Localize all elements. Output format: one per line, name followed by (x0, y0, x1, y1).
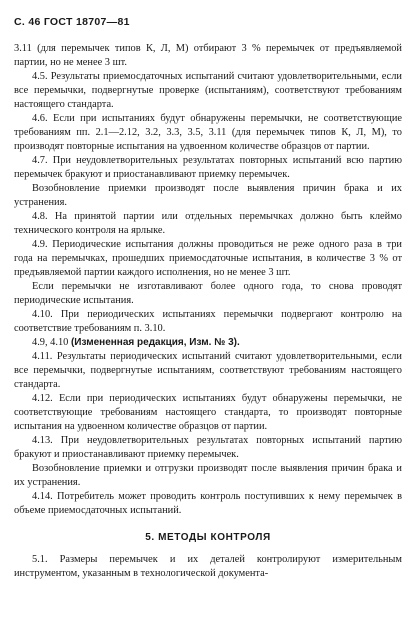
amendment-note (14, 336, 402, 350)
paragraph: 4.6. Если при испытаниях будут обнаружены перемычки, не соответствующие требованиям пп. 2.1—2.12, 3.2, 3.3, 3.5, 3.11 (для перемычек типов К, Л, М), то производят повторные испытания на удвоенном количестве образцов от партии. (14, 113, 402, 152)
paragraph: 5.1. Размеры перемычек и их деталей контролируют измерительным инструментом, указанным в технологической документа- (14, 554, 402, 579)
section-title: 5. МЕТОДЫ КОНТРОЛЯ (145, 532, 271, 543)
amendment-prefix: 4.9, 4.10 (32, 337, 71, 348)
paragraph: Если перемычки не изготавливают более одного года, то снова проводят периодические испытания. (14, 281, 402, 306)
paragraph: 3.11 (для перемычек типов К, Л, М) отбирают 3 % перемычек от предъявляемой партии, но не менее 3 шт. (14, 43, 402, 68)
paragraph: Возобновление приемки производят после выявления причин брака и их устранения. (14, 183, 402, 208)
paragraph: 4.8. На принятой партии или отдельных перемычках должно быть клеймо технического контроля на ярлыке. (14, 211, 402, 236)
amendment-bold: (Измененная редакция, Изм. № 3). (70, 337, 240, 348)
paragraph: 4.9. Периодические испытания должны проводиться не реже одного раза в три года на перемычках, прошедших приемосдаточные испытания, в количестве 3 % от предъявляемой партии каждого исполнения, но не менее 3 шт. (14, 239, 402, 278)
paragraph: 4.14. Потребитель может проводить контроль поступивших к нему перемычек в объеме приемосдаточных испытаний. (14, 491, 402, 516)
paragraph: 4.12. Если при периодических испытаниях будут обнаружены перемычки, не соответствующие требованиям настоящего стандарта, то производят повторные испытания на удвоенном количестве образцов от партии. (14, 393, 402, 432)
paragraph: Возобновление приемки и отгрузки производят после выявления причин брака и их устранения. (14, 463, 402, 488)
page-header: С. 46 ГОСТ 18707—81 (14, 16, 130, 28)
paragraph: 4.11. Результаты периодических испытаний считают удовлетворительными, если все перемычки, подвергнутые испытаниям, соответствуют требованиям настоящего стандарта. (14, 351, 402, 390)
document-body (14, 42, 402, 581)
paragraph: 4.7. При неудовлетворительных результатах повторных испытаний всю партию перемычек бракуют и приостанавливают приемку перемычек. (14, 155, 402, 180)
paragraph: 4.13. При неудовлетворительных результатах повторных испытаний партию бракуют и приостанавливают приемку перемычек. (14, 435, 402, 460)
paragraph: 4.10. При периодических испытаниях перемычки подвергают контролю на соответствие требованиям п. 3.10. (14, 309, 402, 334)
paragraph: 4.5. Результаты приемосдаточных испытаний считают удовлетворительными, если все перемычки, подвергнутые проверке (испытаниям), соответствуют требованиям настоящего стандарта. (14, 71, 402, 110)
